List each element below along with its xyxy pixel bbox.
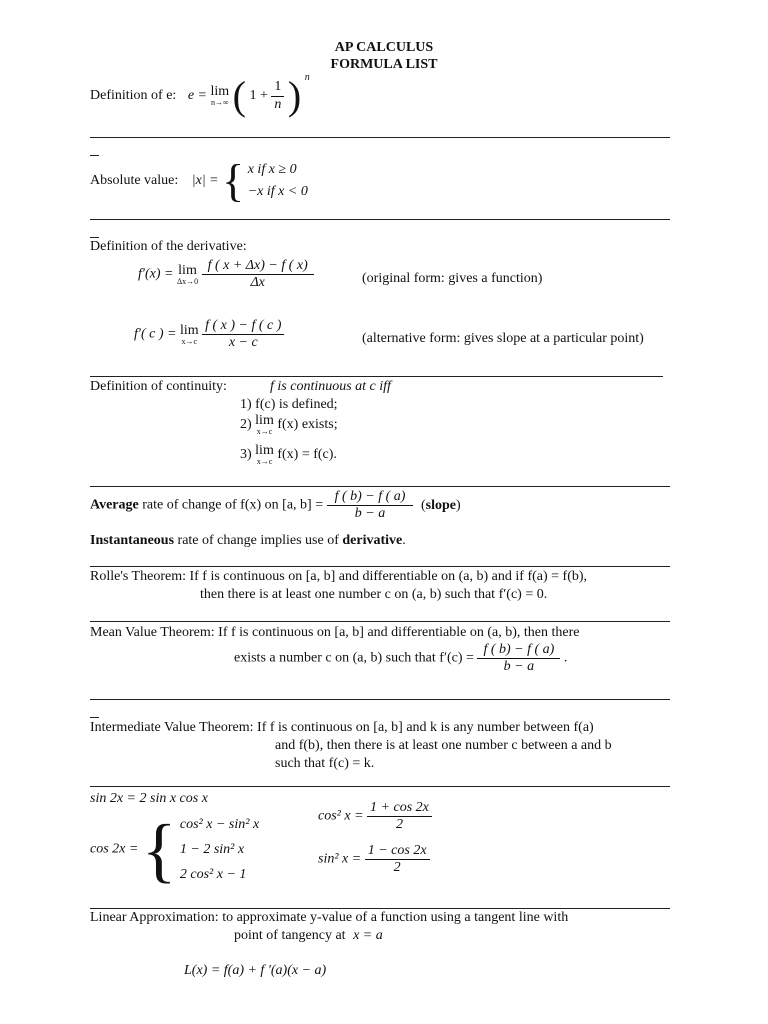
continuity-label: Definition of continuity: <box>90 379 227 394</box>
trig-sin-squared: sin² x = $\frac{1 - \cos 2x}{2}$ <box>318 843 430 876</box>
trig-sin-double-angle: sin 2x = 2 sin x cos x <box>90 791 208 806</box>
page-subtitle: FORMULA LIST <box>330 57 438 72</box>
continuity-condition-3: 3) lim x→c f(x) = f(c). <box>240 443 337 466</box>
divider <box>90 566 670 567</box>
linear-approximation-formula: L(x) = f(a) + f ′(a)(x − a) <box>184 963 327 978</box>
divider-dash <box>90 237 99 238</box>
divider <box>90 486 670 487</box>
e-one-plus: 1 + <box>249 87 268 103</box>
right-paren-symbol: ) <box>287 73 302 118</box>
divider-dash <box>90 717 99 718</box>
absolute-value-case-1: x if x ≥ 0 <box>247 162 297 178</box>
continuity-condition-2: 2) lim x→c f(x) exists; <box>240 413 338 436</box>
continuity-condition-1: 1) f(c) is defined; <box>240 397 338 412</box>
derivative-alternative-form: f′( c ) = lim x→c $\frac{f ( x ) - f ( c )}{x - c}$ <box>134 318 284 351</box>
divider <box>90 786 670 787</box>
absolute-value-label: Absolute value: <box>90 172 179 188</box>
divider <box>90 908 670 909</box>
absolute-value-case-2: −x if x < 0 <box>247 184 308 199</box>
e-lhs: e = <box>187 87 207 103</box>
e-definition-label: Definition of e: <box>90 87 177 103</box>
rolle-theorem-line-1: Rolle's Theorem: If f is continuous on [a, b] and differentiable on (a, b) and if f(a) = f(b), <box>90 569 588 584</box>
e-exponent: n <box>304 72 310 83</box>
divider <box>90 376 663 377</box>
derivative-original-form: f′(x) = lim Δx→0 $\frac{f ( x + \Delta x) - f ( x)}{\Delta x}$ <box>138 258 314 291</box>
absolute-value-lhs: |x| = <box>191 172 219 188</box>
ivt-line-1: Intermediate Value Theorem: If f is continuous on [a, b] and k is any number between f(a) <box>90 720 594 735</box>
average-rate: Average rate of change of f(x) on [a, b] = $\frac{f ( b) - f ( a)}{b - a}$ (slope) <box>90 489 461 522</box>
divider <box>90 621 670 622</box>
ivt-line-3: such that f(c) = k. <box>275 756 375 771</box>
page-title: AP CALCULUS <box>334 40 434 55</box>
divider <box>90 137 670 138</box>
continuity-statement: f is continuous at c iff <box>270 379 391 394</box>
trig-cos-double-angle: cos 2x = { cos² x − sin² x 1 − 2 sin² x 2 cos² x − 1 <box>90 809 260 890</box>
left-brace-symbol: { <box>141 809 177 890</box>
e-limit: lim n→∞ <box>210 84 230 107</box>
rolle-theorem-line-2: then there is at least one number c on (a, b) such that f′(c) = 0. <box>200 587 548 602</box>
divider-dash <box>90 155 99 156</box>
derivative-label: Definition of the derivative: <box>90 239 247 254</box>
linear-approximation-line-1: Linear Approximation: to approximate y-value of a function using a tangent line with <box>90 910 569 925</box>
mean-value-theorem-line-1: Mean Value Theorem: If f is continuous on [a, b] and differentiable on (a, b), then there <box>90 625 580 640</box>
trig-cos-squared: cos² x = $\frac{1 + \cos 2x}{2}$ <box>318 800 432 833</box>
linear-approximation-line-2: point of tangency at x = a <box>234 928 383 943</box>
derivative-original-note: (original form: gives a function) <box>362 271 543 286</box>
divider <box>90 699 670 700</box>
ivt-line-2: and f(b), then there is at least one number c between a and b <box>275 738 612 753</box>
divider <box>90 219 670 220</box>
left-paren-symbol: ( <box>232 73 246 118</box>
e-definition <box>90 72 310 118</box>
instantaneous-rate: Instantaneous rate of change implies use of derivative. <box>90 533 406 548</box>
derivative-alternative-note: (alternative form: gives slope at a particular point) <box>362 331 644 346</box>
left-brace-symbol: { <box>222 155 245 206</box>
mean-value-theorem-line-2: exists a number c on (a, b) such that f′(c) = $\frac{f ( b) - f ( a)}{b - a}$ . <box>234 642 568 675</box>
absolute-value <box>90 155 308 206</box>
e-fraction: $\frac{1}{n}$ <box>271 79 284 112</box>
